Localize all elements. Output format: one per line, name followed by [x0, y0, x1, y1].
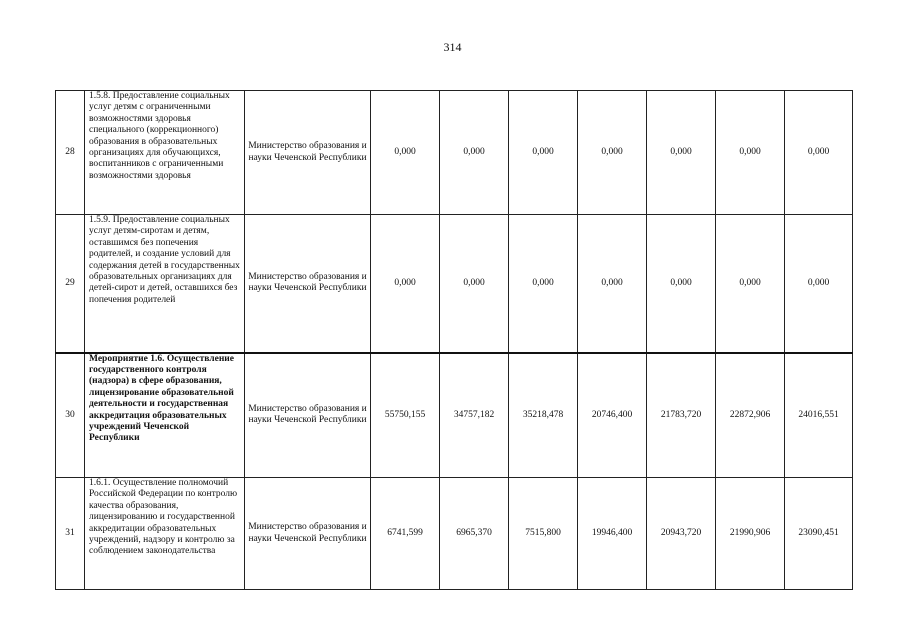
row-organization: Министерство образования и науки Чеченской Республики: [245, 353, 371, 478]
row-value: 22872,906: [716, 353, 785, 478]
row-number: 28: [56, 91, 85, 215]
table-row: [56, 215, 853, 353]
row-value: 0,000: [716, 215, 785, 353]
row-value: 35218,478: [509, 353, 578, 478]
row-value: 0,000: [716, 91, 785, 215]
row-value: 0,000: [647, 215, 716, 353]
row-number: 31: [56, 478, 85, 590]
row-description: 1.5.9. Предоставление социальных услуг детям-сиротам и детям, оставшимся без попечения родителей, и создание условий для содержания детей в государственных образовательных организациях для детей-сирот и детей, оставшихся без попечения родителей: [85, 215, 245, 353]
table-row: [56, 353, 853, 478]
page-number: 314: [443, 40, 462, 54]
row-value: 0,000: [578, 215, 647, 353]
row-organization: Министерство образования и науки Чеченской Республики: [245, 215, 371, 353]
row-description: 1.6.1. Осуществление полномочий Российской Федерации по контролю качества образования, лицензированию и государственной аккредитации образовательных учреждений, надзору и контролю за соблюдением законодательства: [85, 478, 245, 590]
row-value: 0,000: [440, 91, 509, 215]
row-value: 21990,906: [716, 478, 785, 590]
row-value: 7515,800: [509, 478, 578, 590]
row-value: 23090,451: [785, 478, 853, 590]
row-value: 6741,599: [371, 478, 440, 590]
row-description: 1.5.8. Предоставление социальных услуг детям с ограниченными возможностями здоровья специального (коррекционного) образования в образовательных организациях для обучающихся, воспитанников с ограниченными возможностями здоровья: [85, 91, 245, 215]
budget-table: [55, 90, 853, 590]
row-value: 0,000: [509, 91, 578, 215]
table-row: [56, 91, 853, 215]
table-row: [56, 478, 853, 590]
row-value: 20746,400: [578, 353, 647, 478]
row-value: 19946,400: [578, 478, 647, 590]
row-value: 0,000: [578, 91, 647, 215]
row-value: 21783,720: [647, 353, 716, 478]
row-value: 34757,182: [440, 353, 509, 478]
row-value: 0,000: [371, 215, 440, 353]
row-value: 20943,720: [647, 478, 716, 590]
row-value: 0,000: [440, 215, 509, 353]
row-value: 24016,551: [785, 353, 853, 478]
row-value: 55750,155: [371, 353, 440, 478]
row-organization: Министерство образования и науки Чеченской Республики: [245, 478, 371, 590]
row-value: 0,000: [371, 91, 440, 215]
row-organization: Министерство образования и науки Чеченской Республики: [245, 91, 371, 215]
row-value: 0,000: [509, 215, 578, 353]
row-description: Мероприятие 1.6. Осуществление государственного контроля (надзора) в сфере образования, лицензирование образовательной деятельности и государственная аккредитация образовательных учреждений Чеченской Республики: [85, 353, 245, 478]
row-value: 0,000: [785, 91, 853, 215]
row-number: 30: [56, 353, 85, 478]
row-value: 0,000: [647, 91, 716, 215]
row-value: 6965,370: [440, 478, 509, 590]
row-number: 29: [56, 215, 85, 353]
row-value: 0,000: [785, 215, 853, 353]
